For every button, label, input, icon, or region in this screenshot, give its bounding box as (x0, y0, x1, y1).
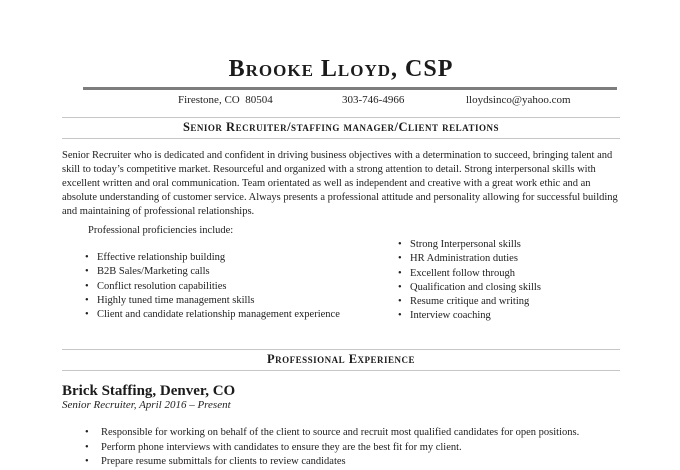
list-item: • Excellent follow through (426, 267, 616, 281)
list-item: • Highly tuned time management skills (113, 294, 343, 308)
list-item: • Qualification and closing skills (426, 281, 616, 295)
summary-paragraph: Senior Recruiter who is dedicated and confident in driving business objectives with a determination to succeed, bringing talent and skill to today’s competitive market. Resourceful and organized with a strong attention to detail. Strong interpersonal skills with excellent written and oral communication. Team orientated as well as independent and creative with a great work ethic and an absolute understanding of customer service. Always presents a professional attitude and personality allowing for successful building and maintaining of professional relationships. (62, 150, 618, 217)
resume-content (62, 0, 620, 470)
role-dates: Senior Recruiter, April 2016 – Present (62, 399, 231, 411)
list-item: • Perform phone interviews with candidates to ensure they are the best fit for my client. (117, 441, 637, 456)
list-item: • Client and candidate relationship management experience (113, 308, 343, 322)
contact-phone: 303-746-4966 (342, 94, 405, 106)
proficiencies-label: Professional proficiencies include: (88, 225, 234, 236)
contact-location: Firestone, CO 80504 (178, 94, 273, 106)
employer-heading: Brick Staffing, Denver, CO (62, 383, 236, 399)
name-underline-rule (83, 87, 617, 90)
list-item: • HR Administration duties (426, 252, 616, 266)
list-item: • Interview coaching (426, 309, 616, 323)
section-title-experience: Professional Experience (62, 349, 620, 371)
experience-list (101, 426, 637, 470)
proficiencies-left-list (97, 251, 343, 322)
resume-name: Brooke Lloyd, CSP (228, 56, 454, 82)
section-title-role: Senior Recruiter/staffing manager/Client relations (62, 117, 620, 139)
contact-row (62, 93, 620, 107)
list-item: • Prepare resume submittals for clients to review candidates (117, 455, 637, 470)
contact-email: lloydsinco@yahoo.com (466, 94, 571, 106)
list-item: • Resume critique and writing (426, 295, 616, 309)
list-item: • Conflict resolution capabilities (113, 280, 343, 294)
list-item: • Responsible for working on behalf of the client to source and recruit most qualified candidates for open positions. (117, 426, 637, 441)
proficiencies-right-list (410, 238, 616, 324)
list-item: • Effective relationship building (113, 251, 343, 265)
list-item: • Strong Interpersonal skills (426, 238, 616, 252)
list-item: • B2B Sales/Marketing calls (113, 265, 343, 279)
proficiencies-columns (62, 238, 620, 335)
